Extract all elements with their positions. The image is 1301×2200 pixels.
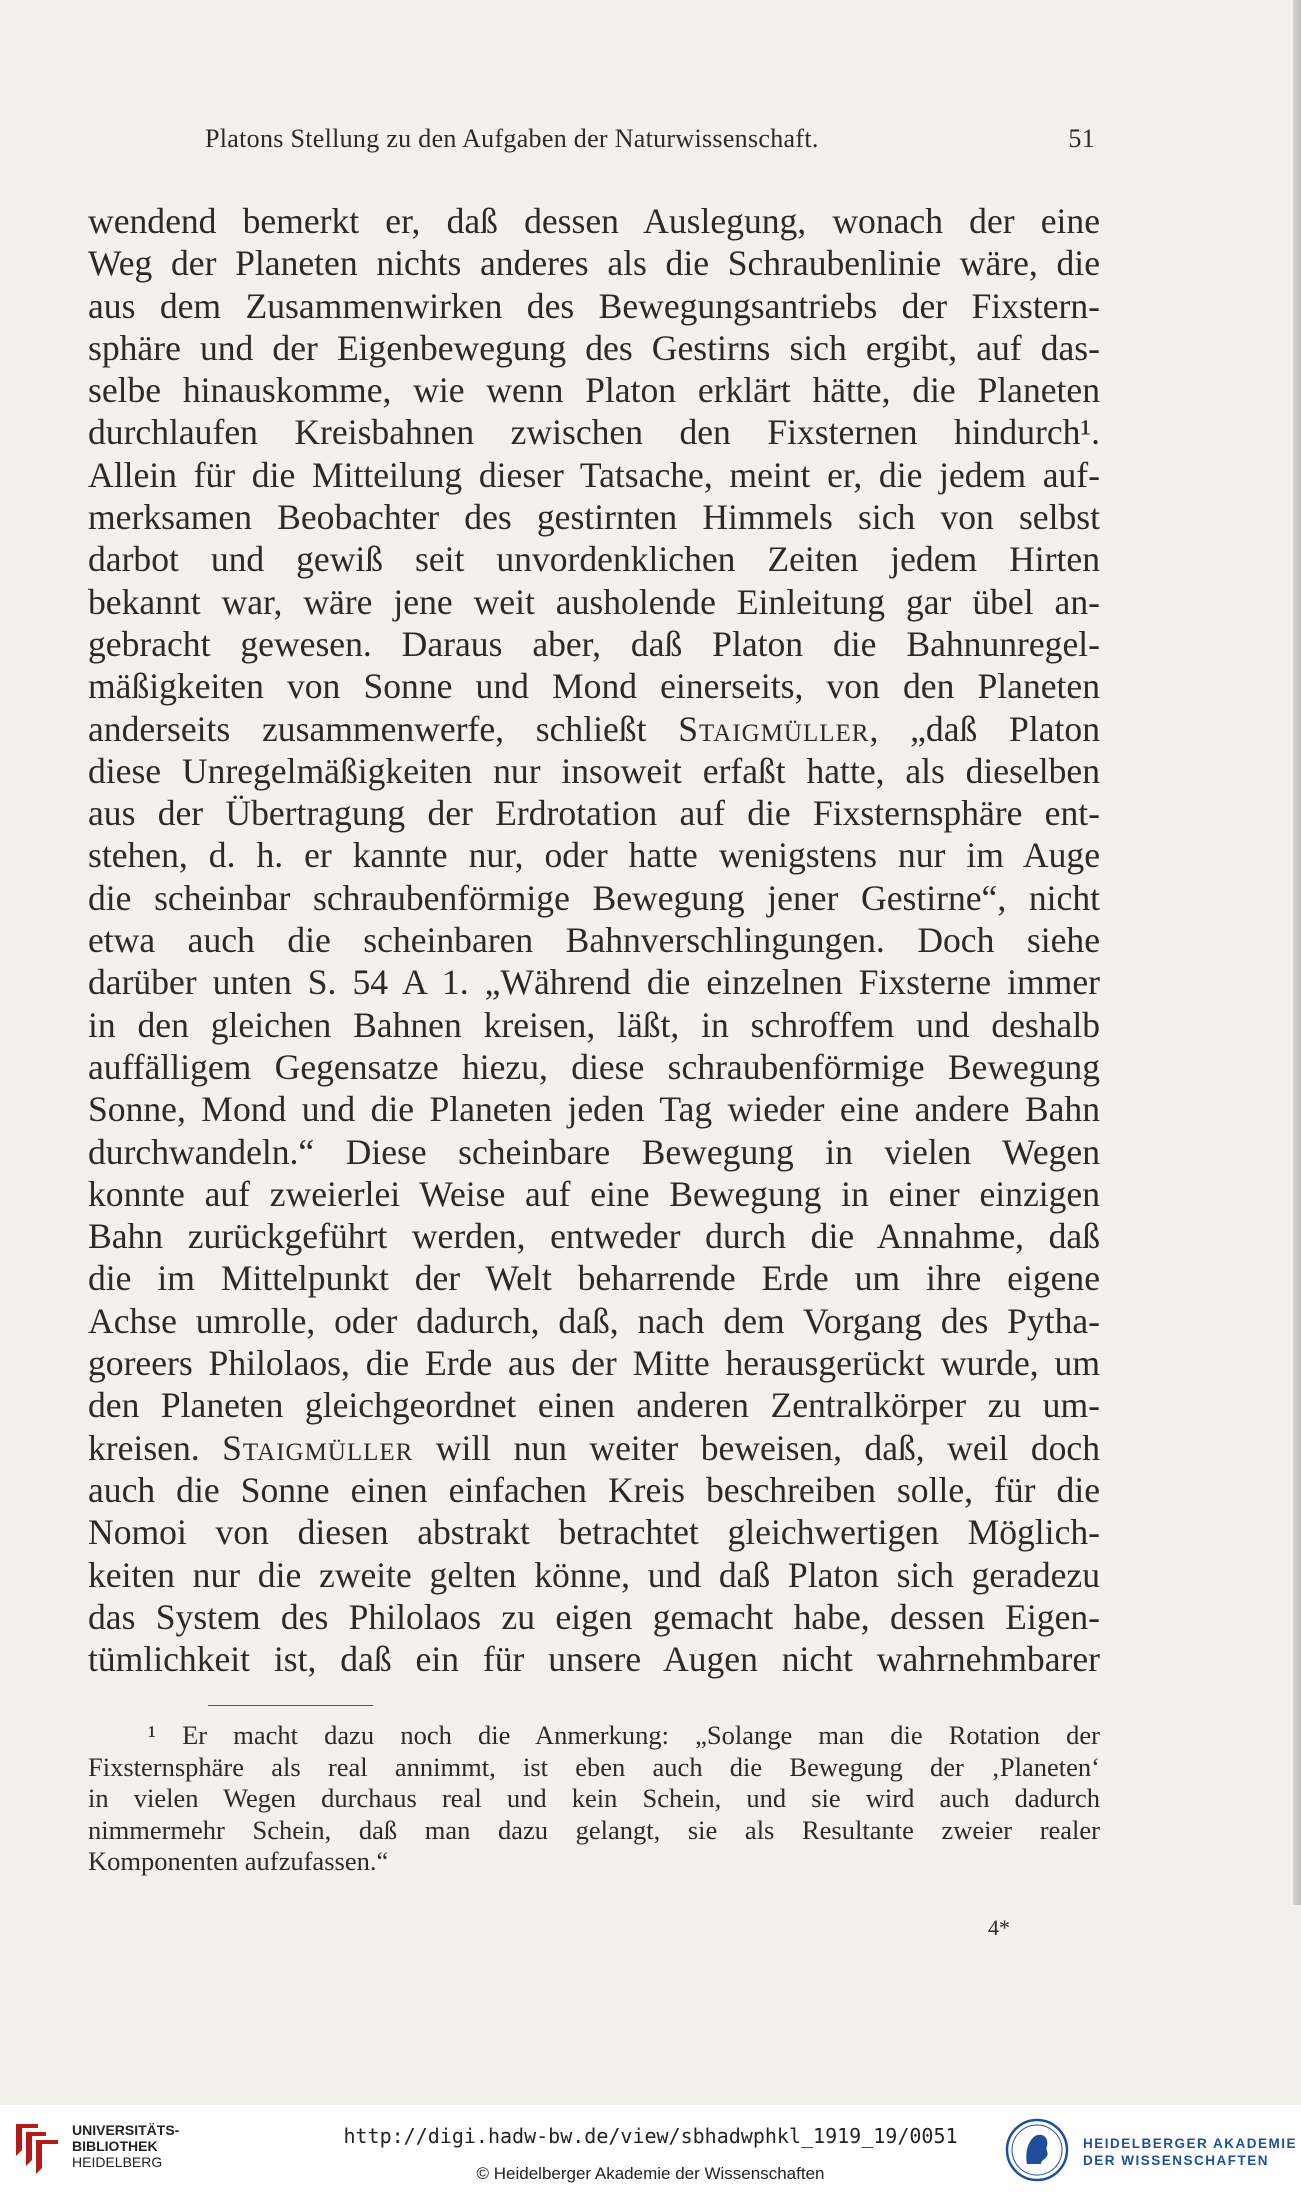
text-line	[88, 1384, 1100, 1426]
text-line	[88, 665, 1100, 707]
text-segment: Weg der Planeten nichts anderes als die Schraubenlinie wäre, die	[88, 243, 1100, 284]
text-segment: den Planeten gleichgeordnet einen anderen Zentralkörper zu um-	[88, 1385, 1100, 1426]
text-segment: darüber unten S. 54 A 1. „Während die einzelnen Fixsterne immer	[88, 962, 1100, 1003]
text-line	[88, 581, 1100, 623]
academy-line-2: DER WISSENSCHAFTEN	[1083, 2153, 1270, 2168]
text-segment: konnte auf zweierlei Weise auf eine Bewegung in einer einzigen	[88, 1173, 1100, 1214]
text-segment: stehen, d. h. er kannte nur, oder hatte wenigstens nur im Auge	[88, 835, 1100, 876]
text-segment: tümlichkeit ist, daß ein für unsere Augen nicht wahrnehmbarer	[88, 1639, 1100, 1680]
text-line	[88, 1173, 1100, 1215]
text-segment: anderseits zusammenwerfe, schließt	[88, 708, 679, 749]
text-line	[88, 1511, 1100, 1553]
footnotes	[88, 1720, 1100, 1878]
footnote-line: ¹ Er macht dazu noch die Anmerkung: „Solange man die Rotation der	[148, 1720, 1100, 1750]
text-line	[88, 1046, 1100, 1088]
text-line	[88, 200, 1100, 242]
text-line	[88, 1131, 1100, 1173]
text-line	[88, 1088, 1100, 1130]
text-segment: Achse umrolle, oder dadurch, daß, nach dem Vorgang des Pytha-	[88, 1300, 1100, 1341]
text-line	[88, 877, 1100, 919]
text-segment: auch die Sonne einen einfachen Kreis beschreiben solle, für die	[88, 1469, 1100, 1510]
text-segment: Bahn zurückgeführt werden, entweder durch die Annahme, daß	[88, 1216, 1100, 1257]
text-segment: aus der Übertragung der Erdrotation auf die Fixsternsphäre ent-	[88, 793, 1100, 834]
author-name: Staigmüller	[222, 1427, 414, 1468]
text-segment: auffälligem Gegensatze hiezu, diese schraubenförmige Bewegung	[88, 1046, 1100, 1087]
text-segment: in den gleichen Bahnen kreisen, läßt, in schroffem und deshalb	[88, 1004, 1100, 1045]
footnote-line: nimmermehr Schein, daß man dazu gelangt, sie als Resultante zweier realer	[88, 1814, 1100, 1845]
text-segment: wendend bemerkt er, daß dessen Auslegung, wonach der eine	[88, 201, 1100, 241]
running-title: Platons Stellung zu den Aufgaben der Naturwissenschaft.	[205, 124, 819, 153]
academy-name	[1083, 2135, 1297, 2169]
text-line	[88, 1554, 1100, 1596]
academy-seal-icon	[1005, 2118, 1069, 2182]
main-text	[88, 200, 1100, 1680]
text-segment: goreers Philolaos, die Erde aus der Mitte herausgerückt wurde, um	[88, 1343, 1100, 1384]
text-segment: darbot und gewiß seit unvordenklichen Zeiten jedem Hirten	[88, 539, 1100, 580]
text-segment: aus dem Zusammenwirken des Bewegungsantriebs der Fixstern-	[88, 285, 1100, 326]
library-line-1: UNIVERSITÄTS-	[72, 2122, 180, 2138]
text-line	[88, 1638, 1100, 1680]
text-segment: , „daß Platon	[869, 708, 1100, 749]
text-segment: will nun weiter beweisen, daß, weil doch	[413, 1427, 1100, 1468]
page-edge-shadow	[1293, 0, 1301, 1905]
text-segment: gebracht gewesen. Daraus aber, daß Platon die Bahnunregel-	[88, 623, 1100, 664]
text-line	[88, 919, 1100, 961]
text-segment: sphäre und der Eigenbewegung des Gestirns sich ergibt, auf das-	[88, 327, 1100, 368]
text-line	[88, 1342, 1100, 1384]
text-line	[88, 961, 1100, 1003]
permalink-url[interactable]: http://digi.hadw-bw.de/view/sbhadwphkl_1919_19/0051	[343, 2124, 958, 2148]
text-segment: bekannt war, wäre jene weit ausholende Einleitung gar übel an-	[88, 581, 1100, 622]
text-line	[88, 411, 1100, 453]
text-line	[88, 454, 1100, 496]
text-segment: etwa auch die scheinbaren Bahnverschlingungen. Doch siehe	[88, 920, 1100, 961]
text-line	[88, 623, 1100, 665]
text-line	[88, 1300, 1100, 1342]
text-segment: mäßigkeiten von Sonne und Mond einerseits, von den Planeten	[88, 666, 1100, 707]
text-segment: merksamen Beobachter des gestirnten Himmels sich von selbst	[88, 497, 1100, 538]
text-segment: selbe hinauskomme, wie wenn Platon erklärt hätte, die Planeten	[88, 370, 1100, 411]
text-line	[88, 1215, 1100, 1257]
text-segment: durchlaufen Kreisbahnen zwischen den Fixsternen hindurch¹.	[88, 412, 1100, 453]
text-segment: das System des Philolaos zu eigen gemacht habe, dessen Eigen-	[88, 1596, 1100, 1637]
text-segment: diese Unregelmäßigkeiten nur insoweit erfaßt hatte, als dieselben	[88, 750, 1100, 791]
page-number: 51	[1068, 124, 1095, 153]
library-line-2: BIBLIOTHEK	[72, 2138, 158, 2154]
text-segment: Sonne, Mond und die Planeten jeden Tag wieder eine andere Bahn	[88, 1089, 1100, 1130]
signature-mark: 4*	[988, 1915, 1010, 1940]
text-line	[88, 792, 1100, 834]
text-line	[88, 1427, 1100, 1469]
text-segment: durchwandeln.“ Diese scheinbare Bewegung in vielen Wegen	[88, 1131, 1100, 1172]
text-line	[88, 1004, 1100, 1046]
text-line	[88, 369, 1100, 411]
author-name: Staigmüller	[678, 708, 870, 749]
text-segment: keiten nur die zweite gelten könne, und daß Platon sich geradezu	[88, 1554, 1100, 1595]
text-line	[88, 750, 1100, 792]
text-line	[88, 538, 1100, 580]
text-line	[88, 1257, 1100, 1299]
footnote-rule	[208, 1705, 373, 1706]
library-line-3: HEIDELBERG	[72, 2154, 163, 2170]
text-segment: die scheinbar schraubenförmige Bewegung jener Gestirne“, nicht	[88, 877, 1100, 918]
text-segment: kreisen.	[88, 1427, 223, 1468]
text-line	[88, 242, 1100, 284]
text-segment: die im Mittelpunkt der Welt beharrende Erde um ihre eigene	[88, 1258, 1100, 1299]
text-line	[88, 496, 1100, 538]
text-line	[88, 327, 1100, 369]
academy-line-1: HEIDELBERGER AKADEMIE	[1083, 2136, 1298, 2151]
text-line	[88, 1596, 1100, 1638]
footnote-line: in vielen Wegen durchaus real und kein Schein, und sie wird auch dadurch	[88, 1783, 1100, 1814]
text-line	[88, 708, 1100, 750]
text-segment: Allein für die Mitteilung dieser Tatsache, meint er, die jedem auf-	[88, 454, 1100, 495]
text-line	[88, 285, 1100, 327]
text-line	[88, 1469, 1100, 1511]
footnote-line: Fixsternsphäre als real annimmt, ist eben auch die Bewegung der ‚Planeten‘	[88, 1751, 1100, 1782]
footnote-line: Komponenten aufzufassen.“	[88, 1846, 389, 1877]
copyright-notice: © Heidelberger Akademie der Wissenschaften	[476, 2164, 825, 2183]
text-line	[88, 834, 1100, 876]
text-segment: Nomoi von diesen abstrakt betrachtet gleichwertigen Möglich-	[88, 1512, 1100, 1553]
